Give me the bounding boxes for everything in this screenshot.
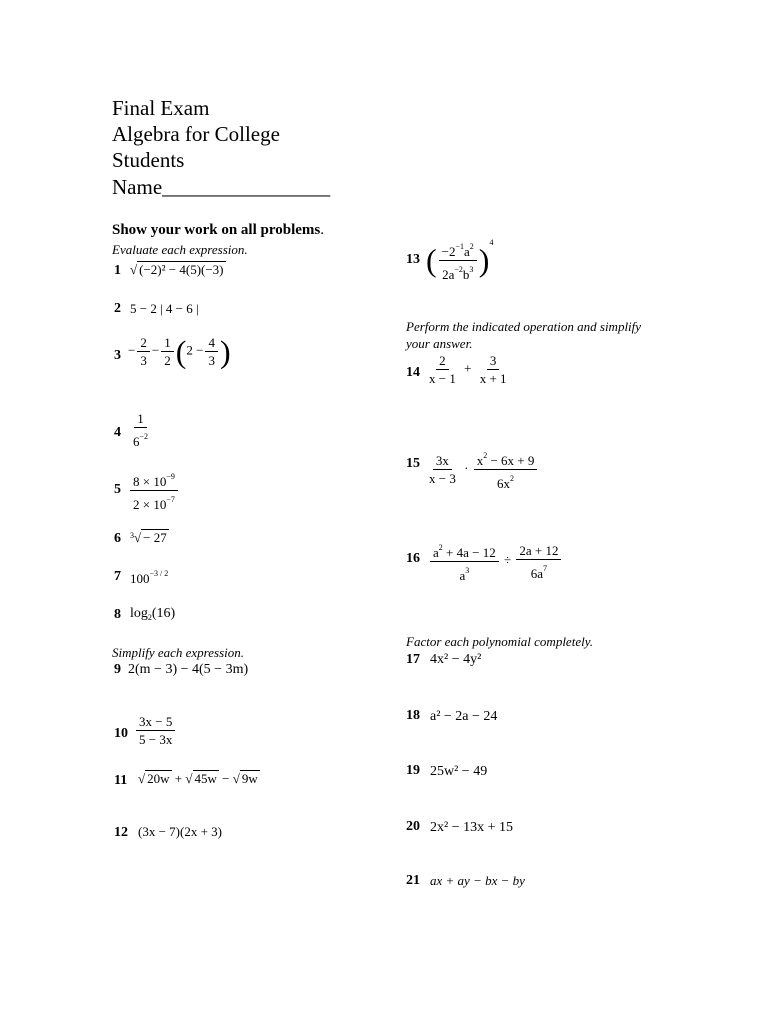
problem-number-9: 9 (114, 662, 121, 677)
problem-number-15: 15 (406, 456, 420, 471)
problem-20-expression: 2x² − 13x + 15 (430, 820, 513, 835)
problem-21-expression: ax + ay − bx − by (430, 873, 525, 888)
instruction: Show your work on all problems. (112, 222, 324, 238)
problem-15-expression: $\frac{3x}{x - 3}$ · $\frac{x^2 - 6x + 9}{6x^2}$ (424, 448, 539, 491)
problem-14-expression: $\frac{2}{x - 1}$ + $\frac{3}{x + 1}$ (429, 353, 507, 386)
problem-4-expression: $\frac{1}{6^{-2}}$ (133, 411, 149, 449)
problem-5-expression: $\frac{8 \times 10^{-9}}{2 \times 10^{-7}}$ (128, 469, 180, 512)
problem-17-expression: 4x² − 4y² (430, 652, 482, 667)
problem-3-expression: − $\frac{2}{3}$ − $\frac{1}{2}$ (2 − $\frac{4}{3}$ ) (128, 333, 231, 370)
problem-18-expression: a² − 2a − 24 (430, 709, 498, 724)
problem-number-6: 6 (114, 531, 121, 546)
section-factor: Factor each polynomial completely. (406, 634, 594, 649)
problem-number-10: 10 (114, 726, 128, 741)
problem-number-7: 7 (114, 569, 121, 584)
problem-number-12: 12 (114, 825, 128, 840)
problem-9-expression: 2(m − 3) − 4(5 − 3m) (128, 662, 249, 677)
problem-16-expression: $\frac{a^2 + 4a - 12}{a^3}$ ÷ $\frac{2a + 12}{6a^7}$ (428, 540, 563, 583)
problem-6-expression: $^3$√ − 27 (130, 530, 167, 545)
course-title: Algebra for College (112, 122, 280, 146)
problem-number-17: 17 (406, 652, 420, 667)
problem-number-1: 1 (114, 263, 121, 278)
problem-number-3: 3 (114, 348, 121, 363)
problem-number-20: 20 (406, 819, 420, 834)
problem-10-expression: $\frac{3x - 5}{5 - 3x}$ (134, 714, 177, 747)
problem-number-21: 21 (406, 873, 420, 888)
problem-number-14: 14 (406, 365, 420, 380)
problem-number-4: 4 (114, 425, 121, 440)
problem-number-8: 8 (114, 607, 121, 622)
section-perform: Perform the indicated operation and simplify your answer. (406, 319, 642, 351)
problem-number-11: 11 (114, 773, 128, 788)
problem-7-expression: $100^{-3 / 2}$ (130, 569, 169, 586)
problem-8-expression: $\log_2(16)$ (130, 606, 176, 622)
problem-2-expression: 5 − 2 | 4 − 6 | (130, 301, 199, 316)
problem-19-expression: 25w² − 49 (430, 764, 488, 779)
problem-11-expression: √ 20w + √ 45w − √ 9w (138, 771, 258, 786)
name-line: Name________________ (112, 175, 331, 199)
section-simplify: Simplify each expression. (112, 645, 245, 660)
problem-12-expression: (3x − 7)(2x + 3) (138, 824, 222, 839)
problem-number-19: 19 (406, 763, 420, 778)
problem-number-5: 5 (114, 482, 121, 497)
problem-number-18: 18 (406, 708, 420, 723)
problem-13-expression: ( $\frac{-2^{-1}a^2}{2a^{-2}b^3}$ )$^4$ (426, 238, 494, 282)
problem-number-13: 13 (406, 252, 420, 267)
exam-title: Final Exam (112, 96, 210, 120)
problem-1-expression: √ (−2)² − 4(5)(−3) (130, 262, 224, 277)
course-title-cont: Students (112, 148, 185, 172)
problem-number-2: 2 (114, 301, 121, 316)
problem-number-16: 16 (406, 551, 420, 566)
section-evaluate: Evaluate each expression. (112, 242, 248, 257)
